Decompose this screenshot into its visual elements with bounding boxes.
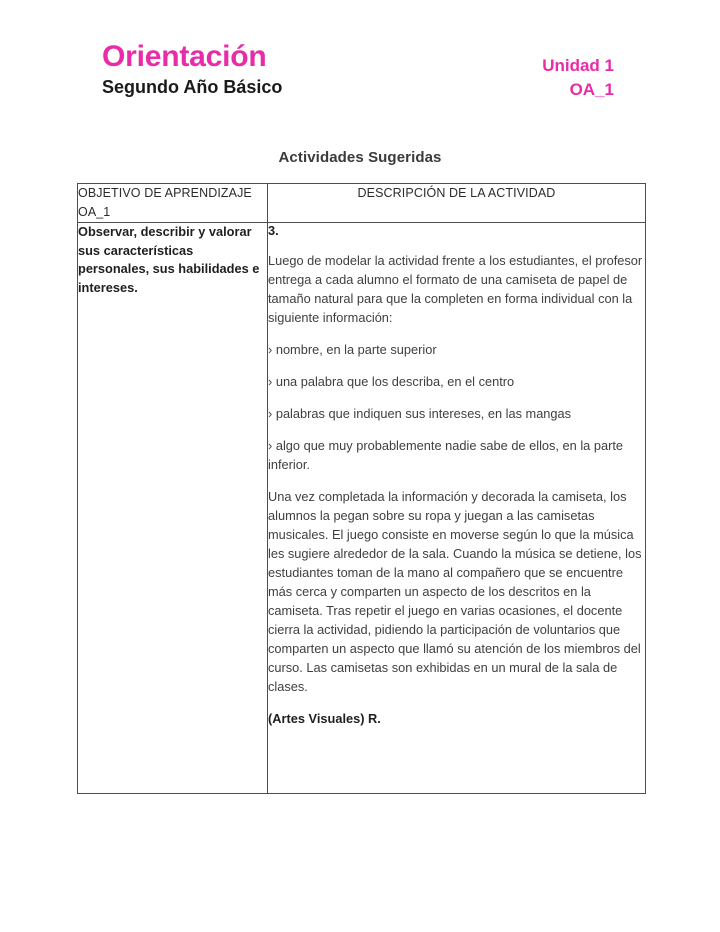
list-item-label: una palabra que los describa, en el centro xyxy=(275,374,515,389)
table-header-row xyxy=(78,184,646,223)
list-item-label: palabras que indiquen sus intereses, en las mangas xyxy=(275,406,572,421)
list-item xyxy=(268,404,645,423)
unit-label: Unidad 1 xyxy=(542,56,614,75)
subject-title: Orientación xyxy=(102,40,267,73)
list-item xyxy=(268,340,645,359)
list-item-label: algo que muy probablemente nadie sabe de ellos, en la parte inferior. xyxy=(268,438,624,472)
header-right-block xyxy=(542,54,614,102)
activities-table xyxy=(77,183,646,794)
section-title: Actividades Sugeridas xyxy=(278,149,442,166)
objective-text: Observar, describir y valorar sus características personales, sus habilidades e intereses. xyxy=(78,224,260,295)
oa-label: OA_1 xyxy=(569,80,614,99)
bullet-marker-icon: › xyxy=(268,374,276,389)
column-header-objective: OBJETIVO DE APRENDIZAJE OA_1 xyxy=(78,184,268,223)
cell-objective xyxy=(78,223,268,794)
cell-description xyxy=(268,223,646,794)
bullet-marker-icon: › xyxy=(268,342,276,357)
activity-closing-paragraph: Una vez completada la información y decorada la camiseta, los alumnos la pegan sobre su ropa y juegan a las camisetas musicales. El juego consiste en moverse según lo que la música les sugiere alrededor de la sala. Cuando la música se detiene, los estudiantes toman de la mano al compañero que se encuentre más cerca y comparten un aspecto de los descritos en la camiseta. Tras repetir el juego en varias ocasiones, el docente cierra la actividad, pidiendo la participación de voluntarios que comparten un aspecto que llamó su atención de los miembros del curso. Las camisetas son exhibidas en un mural de la sala de clases. xyxy=(268,489,642,694)
header-left-block xyxy=(102,40,282,98)
activity-attribution: (Artes Visuales) R. xyxy=(268,711,381,726)
activity-intro-paragraph: Luego de modelar la actividad frente a los estudiantes, el profesor entrega a cada alumno el formato de una camiseta de papel de tamaño natural para que la completen en forma individual con la siguiente información: xyxy=(268,253,643,325)
grade-title: Segundo Año Básico xyxy=(102,77,283,97)
column-header-description: DESCRIPCIÓN DE LA ACTIVIDAD xyxy=(268,184,646,223)
bullet-marker-icon: › xyxy=(268,438,276,453)
list-item xyxy=(268,372,645,391)
activity-step-number: 3. xyxy=(268,223,279,238)
table-row xyxy=(78,223,646,794)
list-item xyxy=(268,436,645,474)
list-item-label: nombre, en la parte superior xyxy=(275,342,437,357)
activity-bullet-list xyxy=(268,340,645,474)
bullet-marker-icon: › xyxy=(268,406,276,421)
document-header xyxy=(0,40,720,110)
